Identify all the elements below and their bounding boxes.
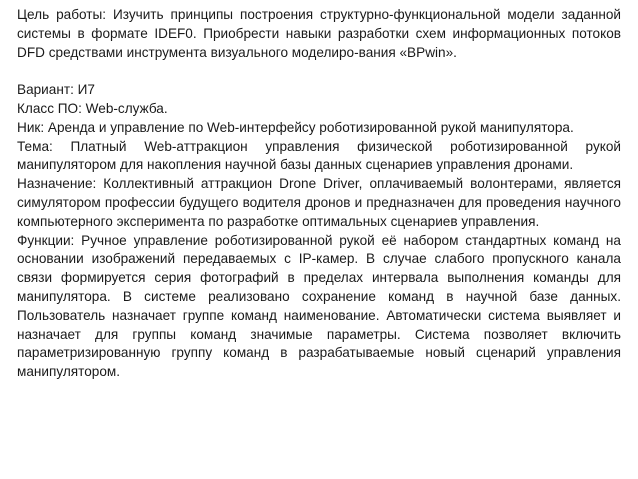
functions-paragraph: Функции: Ручное управление роботизированной рукой её набором стандартных команд на основании изображений передаваемых с IP-камер. В случае слабого пропускного канала связи формируется серия фотографий в пределах интервала выполнения команды для манипулятора. В системе реализовано сохранение команд в научной базе данных. Пользователь назначает группе команд наименование. Автоматически система выявляет и назначает для группы команд значимые параметры. Система позволяет включить параметризированную группу команд в разрабатываемые новый сценарий управления манипулятором. xyxy=(17,232,621,380)
document-body xyxy=(17,6,621,382)
paragraph-spacer xyxy=(17,62,621,81)
variant-line: Вариант: И7 xyxy=(17,82,95,98)
goal-paragraph: Цель работы: Изучить принципы построения структурно-функциональной модели заданной системы в формате IDEF0. Приобрести навыки разработки схем информационных потоков DFD средствами инструмента визуального моделиро-вания «BPwin». xyxy=(17,7,621,60)
topic-paragraph: Тема: Платный Web-аттракцион управления физической роботизированной рукой манипулятором для накопления научной базы данных сценариев управления дронами. xyxy=(17,138,621,173)
software-class-line: Класс ПО: Web-служба. xyxy=(17,100,168,116)
purpose-paragraph: Назначение: Коллективный аттракцион Drone Driver, оплачиваемый волонтерами, является симулятором профессии будущего водителя дронов и предназначен для проведения научного компьютерного эксперимента по разработке оптимальных сценариев управления. xyxy=(17,176,621,229)
niche-paragraph: Ник: Аренда и управление по Web-интерфейсу роботизированной рукой манипулятора. xyxy=(17,119,574,135)
